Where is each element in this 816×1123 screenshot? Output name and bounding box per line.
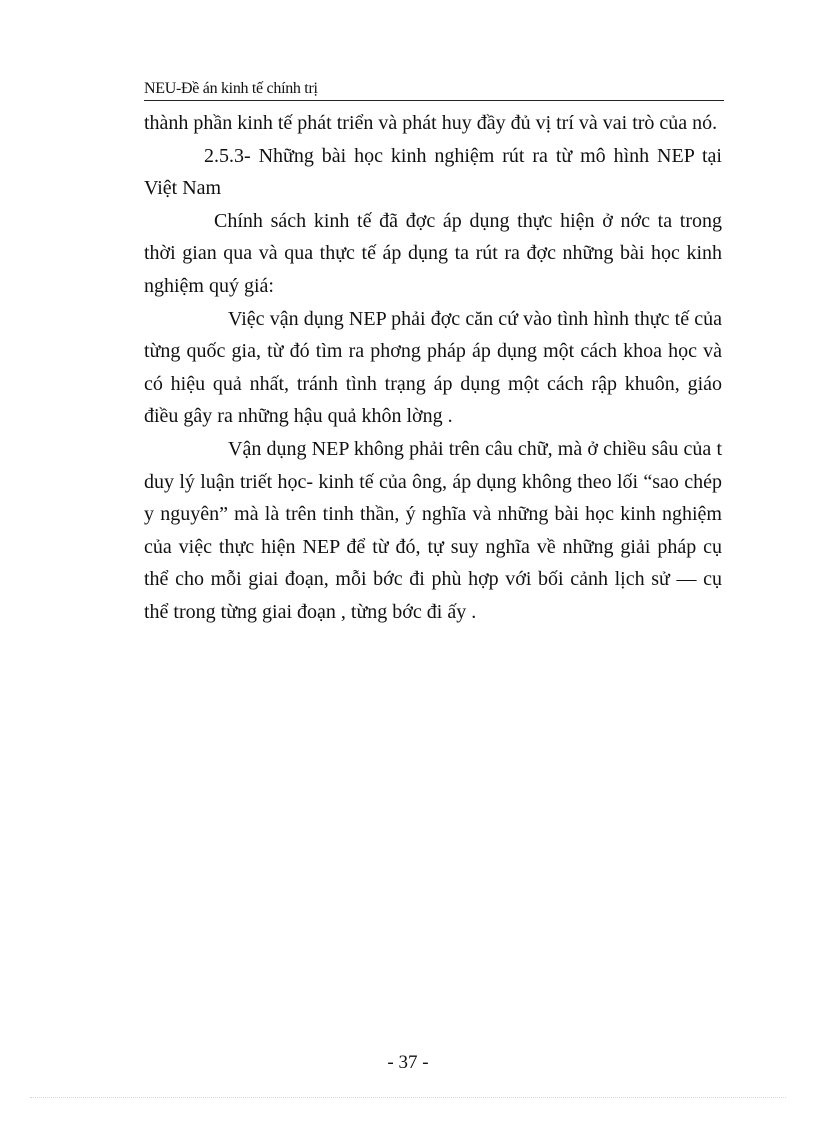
paragraph-intro: Chính sách kinh tế đã đợc áp dụng thực hiện ở nớc ta trong thời gian qua và qua thực tế áp dụng ta rút ra đợc những bài học kinh nghiệm quý giá:: [144, 209, 722, 297]
paragraph-lesson-2: Vận dụng NEP không phải trên câu chữ, mà ở chiều sâu của t duy lý luận triết học- kinh tế của ông, áp dụng không theo lối “sao chép y nguyên” mà là trên tinh thần, ý nghĩa và những bài học kinh nghiệm của việc thực hiện NEP để từ đó, tự suy nghĩa về những giải pháp cụ thể cho mỗi giai đoạn, mỗi bớc đi phù hợp với bối cảnh lịch sử — cụ thể trong từng giai đoạn , từng bớc đi ấy .: [144, 437, 722, 623]
paragraph-lesson-1: Việc vận dụng NEP phải đợc căn cứ vào tình hình thực tế của từng quốc gia, từ đó tìm ra phơng pháp áp dụng một cách khoa học và có hiệu quả nhất, tránh tình trạng áp dụng một cách rập khuôn, giáo điều gây ra những hậu quả khôn lờng .: [144, 307, 722, 428]
page-bottom-divider: [30, 1097, 786, 1098]
page-number: - 37 -: [387, 1052, 429, 1073]
header-title: NEU-Đề án kinh tế chính trị: [144, 80, 318, 97]
document-body: [144, 107, 722, 629]
paragraph-continuation: thành phần kinh tế phát triển và phát huy đầy đủ vị trí và vai trò của nó.: [144, 112, 718, 134]
running-header: [144, 80, 724, 101]
section-heading-2-5-3: 2.5.3- Những bài học kinh nghiệm rút ra từ mô hình NEP tại Việt Nam: [144, 144, 722, 200]
